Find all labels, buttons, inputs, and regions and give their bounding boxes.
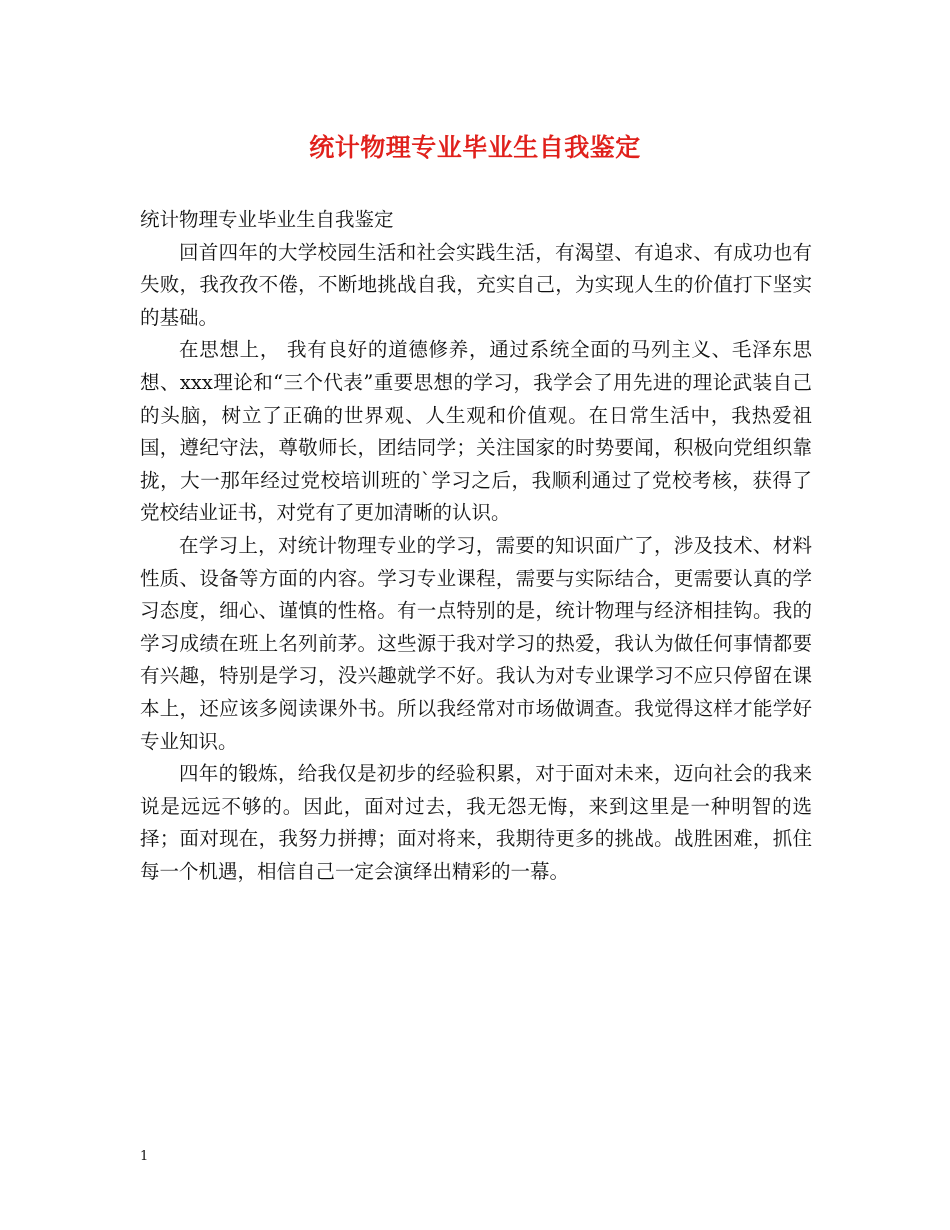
document-body: [140, 204, 812, 888]
document-title: 统计物理专业毕业生自我鉴定: [309, 133, 641, 162]
page-number: 1: [140, 1149, 149, 1164]
paragraph-intro: 回首四年的大学校园生活和社会实践生活，有渴望、有追求、有成功也有失败，我孜孜不倦，不断地挑战自我，充实自己，为实现人生的价值打下坚实的基础。: [140, 240, 812, 329]
document-subtitle: 统计物理专业毕业生自我鉴定: [140, 208, 394, 231]
paragraph-ideology: 在思想上， 我有良好的道德修养，通过系统全面的马列主义、毛泽东思想、xxx理论和“三个代表”重要思想的学习，我学会了用先进的理论武装自己的头脑，树立了正确的世界观、人生观和价值观。在日常生活中，我热爱祖国，遵纪守法，尊敬师长，团结同学；关注国家的时势要闻，积极向党组织靠拢，大一那年经过党校培训班的`学习之后，我顺利通过了党校考核，获得了党校结业证书，对党有了更加清晰的认识。: [140, 338, 812, 525]
paragraph-conclusion: 四年的锻炼，给我仅是初步的经验积累，对于面对未来，迈向社会的我来说是远远不够的。因此，面对过去，我无怨无悔，来到这里是一种明智的选择；面对现在，我努力拼搏；面对将来，我期待更多的挑战。战胜困难，抓住每一个机遇，相信自己一定会演绎出精彩的一幕。: [140, 762, 812, 883]
paragraph-study: 在学习上，对统计物理专业的学习，需要的知识面广了，涉及技术、材料性质、设备等方面的内容。学习专业课程，需要与实际结合，更需要认真的学习态度，细心、谨慎的性格。有一点特别的是，统计物理与经济相挂钩。我的学习成绩在班上名列前茅。这些源于我对学习的热爱，我认为做任何事情都要有兴趣，特别是学习，没兴趣就学不好。我认为对专业课学习不应只停留在课本上，还应该多阅读课外书。所以我经常对市场做调查。我觉得这样才能学好专业知识。: [140, 533, 812, 753]
